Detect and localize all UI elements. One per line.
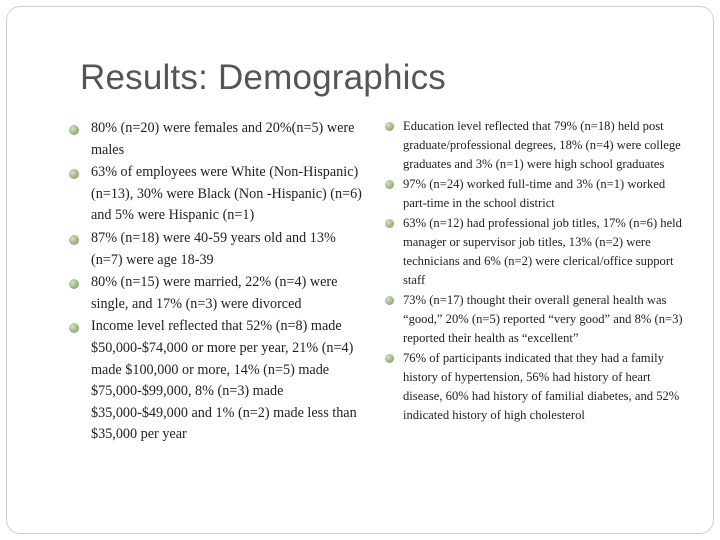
right-bullet-list (383, 117, 685, 426)
list-item (66, 228, 366, 271)
bullet-icon (69, 125, 79, 135)
list-item-text: Income level reflected that 52% (n=8) made $50,000-$74,000 or more per year, 21% (n=4) made $100,000 or more, 14% (n=5) made $75,000-$99,000, 8% (n=3) made $35,000-$49,000 and 1% (n=2) made less than $35,000 per year (91, 318, 357, 443)
list-item (66, 316, 366, 446)
bullet-icon (385, 180, 394, 189)
list-item-text: 80% (n=20) were females and 20%(n=5) were males (91, 120, 355, 158)
list-item (383, 117, 685, 174)
slide-title: Results: Demographics (80, 58, 447, 97)
list-item (383, 291, 685, 348)
bullet-icon (69, 279, 79, 289)
list-item (66, 162, 366, 227)
bullet-icon (385, 354, 394, 363)
list-item (383, 214, 685, 290)
list-item-text: 63% of employees were White (Non-Hispanic) (n=13), 30% were Black (Non -Hispanic) (n=6) and 5% were Hispanic (n=1) (91, 164, 362, 224)
list-item-text: 87% (n=18) were 40-59 years old and 13% (n=7) were age 18-39 (91, 229, 336, 268)
list-item (66, 118, 366, 161)
list-item-text: 80% (n=15) were married, 22% (n=4) were single, and 17% (n=3) were divorced (91, 274, 338, 312)
list-item (66, 272, 366, 315)
bullet-icon (69, 323, 79, 333)
list-item-text: 73% (n=17) thought their overall general health was “good,” 20% (n=5) reported “very good” and 8% (n=3) reported their health as “excellent” (403, 293, 683, 345)
bullet-icon (385, 296, 394, 305)
bullet-icon (385, 219, 394, 228)
bullet-icon (69, 169, 79, 179)
list-item-text: 76% of participants indicated that they had a family history of hypertension, 56% had history of heart disease, 60% had history of familial diabetes, and 52% indicated history of high cholesterol (403, 351, 680, 422)
list-item (383, 175, 685, 213)
bullet-icon (69, 235, 79, 245)
list-item (383, 349, 685, 425)
list-item-text: 63% (n=12) had professional job titles, 17% (n=6) held manager or supervisor job titles, 13% (n=2) were technicians and 6% (n=2) were clerical/office support staff (403, 216, 682, 287)
bullet-icon (385, 122, 394, 131)
list-item-text: 97% (n=24) worked full-time and 3% (n=1) worked part-time in the school district (403, 177, 666, 210)
left-bullet-list (66, 118, 366, 447)
list-item-text: Education level reflected that 79% (n=18) held post graduate/professional degrees, 18% (n=4) were college graduates and 3% (n=1) were high school graduates (403, 119, 681, 171)
